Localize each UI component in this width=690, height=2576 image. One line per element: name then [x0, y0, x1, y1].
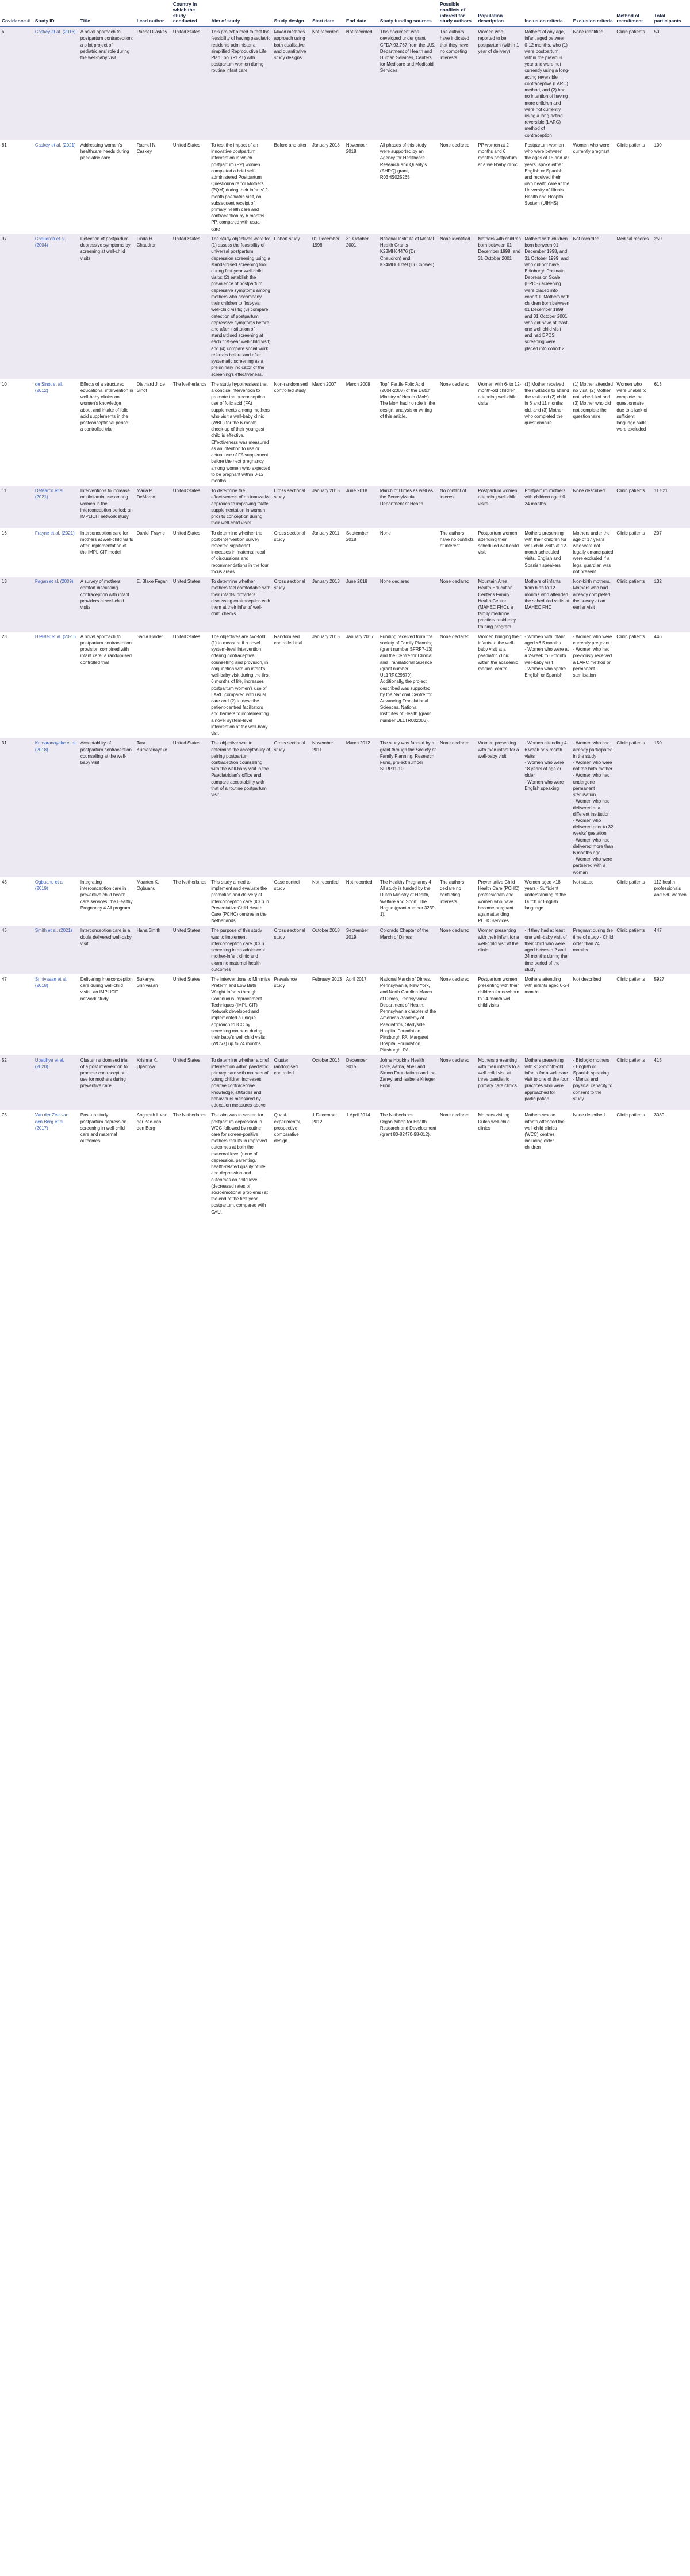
study-aim: The study objectives were to: (1) assess the feasibility of universal postpartum depression screening using a standardised screening tool during first-year well-child visits; (2) establish the prevalence of postpartum depressive symptoms among mothers who accompany their children to first-year well-child visits; (3) compare detection of postpartum depressive symptoms before and after institution of standardised screening at each first-year well-child visit; and (4) compare social work referrals before and after systematic screening as a preliminary indicator of the screening's effectiveness.	[209, 234, 272, 379]
total-participants: 5927	[653, 974, 690, 1055]
study-aim: The study hypothesises that a concise intervention to promote the preconception use of folic acid (FA) supplements among mothers who visit a well-baby clinic (WBC) for the 6-month check-up of their youngest child is effective. Effectiveness was measured as an intention to use or actual use of FA supplement before the next pregnancy among women who expected to be pregnant within 0-12 months.	[209, 379, 272, 486]
study-reference-link[interactable]: Caskey et al. (2021)	[34, 142, 76, 148]
study-title: Delivering interconception care during well-child visits: an IMPLICIT network study	[79, 974, 135, 1055]
study-reference-link[interactable]: Hessler et al. (2020)	[34, 634, 76, 639]
start-date: Not recorded	[310, 27, 344, 140]
start-date: January 2015	[310, 486, 344, 528]
study-id-link	[33, 140, 79, 234]
study-id-link	[33, 1110, 79, 1217]
study-country: United States	[171, 632, 209, 739]
total-participants: 613	[653, 379, 690, 486]
table-row	[0, 974, 690, 1055]
column-header[interactable]: Possible conflicts of interest for study authors	[438, 0, 476, 27]
start-date: 1 December 2012	[310, 1110, 344, 1217]
study-id-link	[33, 926, 79, 974]
covidence-number: 10	[0, 379, 33, 486]
end-date: December 2015	[344, 1055, 378, 1111]
recruitment-method: Clinic patients	[615, 577, 652, 632]
inclusion-criteria: Postpartum mothers with children aged 0-24 months	[523, 486, 571, 528]
recruitment-method: Clinic patients	[615, 1055, 652, 1111]
start-date: January 2015	[310, 632, 344, 739]
table-row	[0, 486, 690, 528]
study-design: Randomised controlled trial	[273, 632, 310, 739]
exclusion-criteria: (1) Mother attended no visit, (2) Mother not scheduled and (3) Mother who did not complete the questionnaire	[572, 379, 615, 486]
column-header[interactable]: Aim of study	[209, 0, 272, 27]
covidence-number: 23	[0, 632, 33, 739]
total-participants: 415	[653, 1055, 690, 1111]
covidence-number: 31	[0, 738, 33, 877]
exclusion-criteria: Mothers under the age of 17 years who were not legally emancipated were excluded if a legal guardian was not present	[572, 528, 615, 577]
inclusion-criteria: - Women with infant aged ≤6.5 months - Women who were at a 2-week to 6-month well-baby visit - Women who spoke English or Spanish	[523, 632, 571, 739]
funding-sources: None	[378, 528, 438, 577]
study-characteristics-table	[0, 0, 690, 1217]
study-id-link	[33, 379, 79, 486]
inclusion-criteria: Mothers of any age, infant aged between 0-12 months, who (1) were postpartum within the previous year and were not currently using a long-acting reversible contraceptive (LARC) method, and (2) had no intention of having more children and were not currently using a long-acting reversible (LARC) method of contraception	[523, 27, 571, 140]
table-row	[0, 738, 690, 877]
conflicts-of-interest: None declared	[438, 1110, 476, 1217]
column-header[interactable]: Study ID	[33, 0, 79, 27]
total-participants: 446	[653, 632, 690, 739]
study-title: Interconception care for mothers at well-child visits after implementation of the IMPLICIT model	[79, 528, 135, 577]
study-country: The Netherlands	[171, 877, 209, 926]
inclusion-criteria: Mothers presenting with their children for well-child visits at 12-month scheduled visits, English and Spanish speakers	[523, 528, 571, 577]
total-participants: 11 521	[653, 486, 690, 528]
lead-author: Krishna K. Upadhya	[135, 1055, 171, 1111]
conflicts-of-interest: The authors have no conflicts of interest	[438, 528, 476, 577]
total-participants: 112 health professionals and 580 women	[653, 877, 690, 926]
study-design: Quasi-experimental, prospective comparative design	[273, 1110, 310, 1217]
header-row	[0, 0, 690, 27]
table-row	[0, 234, 690, 379]
study-reference-link[interactable]: Fagan et al. (2009)	[34, 579, 74, 585]
total-participants: 50	[653, 27, 690, 140]
lead-author: Sukanya Srinivasan	[135, 974, 171, 1055]
study-id-link	[33, 738, 79, 877]
start-date: January 2018	[310, 140, 344, 234]
start-date: February 2013	[310, 974, 344, 1055]
recruitment-method: Clinic patients	[615, 528, 652, 577]
total-participants: 132	[653, 577, 690, 632]
lead-author: Maarten K. Ogbuanu	[135, 877, 171, 926]
study-design: Cluster randomised controlled	[273, 1055, 310, 1111]
lead-author: Angarath I. van der Zee-van den Berg	[135, 1110, 171, 1217]
column-header[interactable]: Lead author	[135, 0, 171, 27]
study-aim: To test the impact of an innovative postpartum intervention in which postpartum (PP) women completed a brief self-administered Postpartum Questionnaire for Mothers (PQM) during their infants' 2-month paediatric visit, on subsequent receipt of primary health care and contraception by 6 months PP, compared with usual care	[209, 140, 272, 234]
study-country: United States	[171, 486, 209, 528]
study-reference-link[interactable]: Kumaranayake et al. (2018)	[34, 740, 77, 753]
study-aim: To determine whether mothers feel comfortable with their infants' providers discussing contraception with them at their infants' well-child checks	[209, 577, 272, 632]
study-id-link	[33, 974, 79, 1055]
inclusion-criteria: Mothers with children born between 01 December 1998, and 31 October 1999, and who did not have Edinburgh Postnatal Depression Scale (EPDS) screening were placed into cohort 1. Mothers with children born between 01 December 1999 and 31 October 2001, who did have at least one well child visit and had EPDS screening were placed into cohort 2	[523, 234, 571, 379]
funding-sources: March of Dimes as well as the Pennsylvania Department of Health	[378, 486, 438, 528]
study-design: Cross sectional study	[273, 926, 310, 974]
covidence-number: 45	[0, 926, 33, 974]
population-description: Mothers with children born between 01 December 1998, and 31 October 2001	[476, 234, 523, 379]
study-design: Cross sectional study	[273, 577, 310, 632]
start-date: January 2011	[310, 528, 344, 577]
study-design: Cross sectional study	[273, 738, 310, 877]
conflicts-of-interest: None declared	[438, 1055, 476, 1111]
table-row	[0, 877, 690, 926]
column-header[interactable]: Total participants	[653, 0, 690, 27]
study-country: United States	[171, 528, 209, 577]
study-design: Mixed methods approach using both qualitative and quantitative study designs	[273, 27, 310, 140]
table-row	[0, 632, 690, 739]
exclusion-criteria: Pregnant during the time of study - Child older than 24 months	[572, 926, 615, 974]
study-reference-link[interactable]: Ogbuanu et al. (2019)	[34, 879, 65, 892]
study-aim: This project aimed to test the feasibility of having paediatric residents administer a simplified Reproductive Life Plan Tool (RLPT) with postpartum women during routine infant care.	[209, 27, 272, 140]
study-aim: The objective was to determine the acceptability of pairing postpartum contraception counselling with the well-baby visit in the Paediatrician's office and compare acceptability with that of a routine postpartum visit	[209, 738, 272, 877]
study-reference-link[interactable]: Frayne et al. (2021)	[34, 530, 75, 536]
end-date: June 2018	[344, 486, 378, 528]
lead-author: Diethard J. de Sinot	[135, 379, 171, 486]
study-title: A novel approach to postpartum contraception provision combined with infant care: a randomised controlled trial	[79, 632, 135, 739]
study-title: A survey of mothers' comfort discussing contraception with infant providers at well-child visits	[79, 577, 135, 632]
funding-sources: The Netherlands Organization for Health Research and Development (grant 80-82470-98-012).	[378, 1110, 438, 1217]
population-description: Women who reported to be postpartum (within 1 year of delivery)	[476, 27, 523, 140]
lead-author: Sadia Haider	[135, 632, 171, 739]
study-reference-link[interactable]: Smith et al. (2021)	[34, 928, 72, 934]
study-country: United States	[171, 577, 209, 632]
study-country: United States	[171, 974, 209, 1055]
funding-sources: Colorado Chapter of the March of Dimes	[378, 926, 438, 974]
funding-sources: All phases of this study were supported by an Agency for Healthcare Research and Quality's (AHRQ) grant, R03HS025265	[378, 140, 438, 234]
start-date: 01 December 1998	[310, 234, 344, 379]
study-reference-link[interactable]: DeMarco et al. (2021)	[34, 488, 65, 500]
exclusion-criteria: Not recorded	[572, 234, 615, 379]
study-country: United States	[171, 926, 209, 974]
end-date: January 2017	[344, 632, 378, 739]
conflicts-of-interest: No conflict of interest	[438, 486, 476, 528]
table-row	[0, 577, 690, 632]
covidence-number: 13	[0, 577, 33, 632]
lead-author: Rachel Caskey	[135, 27, 171, 140]
study-country: United States	[171, 1055, 209, 1111]
recruitment-method: Clinic patients	[615, 140, 652, 234]
column-header[interactable]: End date	[344, 0, 378, 27]
table-row	[0, 926, 690, 974]
exclusion-criteria: None described	[572, 1110, 615, 1217]
covidence-number: 47	[0, 974, 33, 1055]
study-reference-link[interactable]: Upadhya et al. (2020)	[34, 1057, 64, 1069]
inclusion-criteria: Mothers whose infants attended the well-child clinics (WCC) centres, including older children	[523, 1110, 571, 1217]
population-description: Mothers visiting Dutch well-child clinics	[476, 1110, 523, 1217]
recruitment-method: Clinic patients	[615, 27, 652, 140]
study-reference-link[interactable]: Srinivasan et al. (2018)	[34, 976, 68, 989]
exclusion-criteria: - Women who were currently pregnant - Women who had previously received a LARC method or permanent sterilisation	[572, 632, 615, 739]
exclusion-criteria: Not described	[572, 974, 615, 1055]
column-header[interactable]: Inclusion criteria	[523, 0, 571, 27]
funding-sources: Topfl Fertile Folic Acid (2004-2007) of the Dutch Ministry of Health (MoH). The MoH had no role in the design, analysis or writing of this article.	[378, 379, 438, 486]
population-description: Preventative Child Health Care (PCHC) professionals and women who have become pregnant again attending PCHC services	[476, 877, 523, 926]
study-id-link	[33, 234, 79, 379]
study-aim: To determine the effectiveness of an innovative approach to improving folate supplementation in women prior to conception during their well-child visits	[209, 486, 272, 528]
conflicts-of-interest: None declared	[438, 926, 476, 974]
covidence-number: 11	[0, 486, 33, 528]
study-design: Cross sectional study	[273, 528, 310, 577]
conflicts-of-interest: None declared	[438, 140, 476, 234]
end-date: November 2018	[344, 140, 378, 234]
column-header[interactable]: Population description	[476, 0, 523, 27]
exclusion-criteria: None described	[572, 486, 615, 528]
study-title: Interventions to increase multivitamin use among women in the interconception period: an IMPLICIT network study	[79, 486, 135, 528]
end-date: 1 April 2014	[344, 1110, 378, 1217]
population-description: Postpartum women attending well-child visits	[476, 486, 523, 528]
study-reference-link[interactable]: Chaudron et al. (2004)	[34, 236, 66, 248]
lead-author: Rachel N. Caskey	[135, 140, 171, 234]
end-date: September 2019	[344, 926, 378, 974]
lead-author: Daniel Frayne	[135, 528, 171, 577]
end-date: April 2017	[344, 974, 378, 1055]
column-header[interactable]: Title	[79, 0, 135, 27]
study-title: Cluster randomised trial of a post intervention to promote contraception use for mothers during preventive care	[79, 1055, 135, 1111]
exclusion-criteria: - Women who had already participated in the study - Women who were not the birth mother - Women who had undergone permanent sterilisation - Women who had delivered at a different institution - Women who delivered prior to 32 weeks' gestation - Women who had delivered more than 6 months ago - Women who were partnered with a woman	[572, 738, 615, 877]
study-aim: The purpose of this study was to implement interconception care (ICC) screening in an adolescent mother-infant clinic and examine maternal health outcomes	[209, 926, 272, 974]
total-participants: 207	[653, 528, 690, 577]
covidence-number: 97	[0, 234, 33, 379]
study-id-link	[33, 486, 79, 528]
end-date: March 2012	[344, 738, 378, 877]
lead-author: Maria P. DeMarco	[135, 486, 171, 528]
covidence-number: 52	[0, 1055, 33, 1111]
population-description: Women bringing their infants to the well-baby visit at a paediatric clinic within the academic medical centre	[476, 632, 523, 739]
funding-sources: National Institute of Mental Health Grants K23MH64476 (Dr Chaudron) and K24MH01759 (Dr Conwell)	[378, 234, 438, 379]
study-id-link	[33, 1055, 79, 1111]
study-id-link	[33, 632, 79, 739]
total-participants: 3089	[653, 1110, 690, 1217]
lead-author: Linda H. Chaudron	[135, 234, 171, 379]
funding-sources: None declared	[378, 577, 438, 632]
study-reference-link[interactable]: de Sinot et al. (2012)	[34, 381, 63, 393]
exclusion-criteria: - Biologic mothers - English or Spanish speaking - Mental and physical capacity to consent to the study	[572, 1055, 615, 1111]
inclusion-criteria: Postpartum women who were between the ages of 15 and 49 years, spoke either English or Spanish and received their own health care at the University of Illinois Health and Hospital System (UIHHS)	[523, 140, 571, 234]
recruitment-method: Clinic patients	[615, 632, 652, 739]
study-title: Effects of a structured educational intervention in well-baby clinics on women's knowledge about and intake of folic acid supplements in the postconceptional period: a controlled trial	[79, 379, 135, 486]
lead-author: Tara Kumaranayake	[135, 738, 171, 877]
exclusion-criteria: Women who were currently pregnant	[572, 140, 615, 234]
funding-sources: The study was funded by a grant through the Society of Family Planning, Research Fund, project number SFRP11-10.	[378, 738, 438, 877]
study-design: Prevalence study	[273, 974, 310, 1055]
inclusion-criteria: - If they had at least one well-baby visit of their child who were aged between 2 and 24 months during the time period of the study	[523, 926, 571, 974]
column-header[interactable]: Country in which the study conducted	[171, 0, 209, 27]
table-row	[0, 1055, 690, 1111]
table-row	[0, 528, 690, 577]
inclusion-criteria: Mothers of infants from birth to 12 months who attended the scheduled visits at MAHEC FHC	[523, 577, 571, 632]
end-date: Not recorded	[344, 27, 378, 140]
start-date: November 2011	[310, 738, 344, 877]
start-date: March 2007	[310, 379, 344, 486]
study-id-link	[33, 877, 79, 926]
recruitment-method: Clinic patients	[615, 738, 652, 877]
study-aim: To determine whether a brief intervention within paediatric primary care with mothers of young children increases positive contraceptive knowledge, attitudes and behaviours measured by education measures above	[209, 1055, 272, 1111]
population-description: PP women at 2 months and 6 months postpartum at a well-baby clinic	[476, 140, 523, 234]
study-design: Case control study	[273, 877, 310, 926]
lead-author: E. Blake Fagan	[135, 577, 171, 632]
end-date: September 2018	[344, 528, 378, 577]
covidence-number: 6	[0, 27, 33, 140]
study-id-link	[33, 528, 79, 577]
end-date: Not recorded	[344, 877, 378, 926]
covidence-number: 81	[0, 140, 33, 234]
study-country: United States	[171, 140, 209, 234]
study-country: The Netherlands	[171, 379, 209, 486]
end-date: March 2008	[344, 379, 378, 486]
conflicts-of-interest: None declared	[438, 738, 476, 877]
study-aim: The Interventions to Minimize Preterm and Low Birth Weight Infants through Continuous Improvement Techniques (IMPLICIT) Network developed and implemented a unique approach to ICC by screening mothers during their baby's well child visits (WCVs) up to 24 months	[209, 974, 272, 1055]
funding-sources: Funding received from the society of Family Planning (grant number SFRP7-13) and the Centre for Clinical and Translational Science (grant number UL1RR029879). Additionally, the project described was supported by the National Centre for Advancing Translational Sciences, National Institutes of Health (grant number UL1TR002003).	[378, 632, 438, 739]
table-row	[0, 140, 690, 234]
study-country: The Netherlands	[171, 1110, 209, 1217]
study-id-link	[33, 577, 79, 632]
study-title: Addressing women's healthcare needs during paediatric care	[79, 140, 135, 234]
study-reference-link[interactable]: Caskey et al. (2016)	[34, 29, 76, 35]
study-country: United States	[171, 27, 209, 140]
study-title: Interconception care in a doula delivered well-baby visit	[79, 926, 135, 974]
start-date: January 2013	[310, 577, 344, 632]
exclusion-criteria: Non-birth mothers. Mothers who had already completed the survey at an earlier visit	[572, 577, 615, 632]
conflicts-of-interest: None declared	[438, 379, 476, 486]
conflicts-of-interest: The authors declare no conflicting interests	[438, 877, 476, 926]
recruitment-method: Clinic patients	[615, 877, 652, 926]
study-aim: The objectives are two-fold: (1) to measure if a novel system-level intervention offering contraceptive counselling and provision, in conjunction with an infant's well-baby visit during the first 6 months of life, increases postpartum women's use of LARC compared with usual care and (2) to describe patient-centred facilitators and barriers to implementing a novel system-level intervention at the well-baby visit	[209, 632, 272, 739]
inclusion-criteria: Mothers attending with infants aged 0-24 months	[523, 974, 571, 1055]
inclusion-criteria: - Women attending 4-6 week or 6-month visits - Women who were 18 years of age or older - Women who were English speaking	[523, 738, 571, 877]
covidence-number: 75	[0, 1110, 33, 1217]
study-country: United States	[171, 234, 209, 379]
column-header[interactable]: Start date	[310, 0, 344, 27]
covidence-number: 43	[0, 877, 33, 926]
start-date: Not recorded	[310, 877, 344, 926]
conflicts-of-interest: The authors have indicated that they have no competing interests	[438, 27, 476, 140]
start-date: October 2018	[310, 926, 344, 974]
inclusion-criteria: (1) Mother received the invitation to attend the visit and (2) child in 6 and 11 months old, and (3) Mother who completed the questionnaire	[523, 379, 571, 486]
funding-sources: National March of Dimes, Pennsylvania, New York, and North Carolina March of Dimes, Pennsylvania Department of Health, Pennsylvania chapter of the American Academy of Paediatrics, Stadyside Hospital Foundation, Pittsburgh PA, Margaret Hospital Foundation, Pittsburgh, PA.	[378, 974, 438, 1055]
study-country: United States	[171, 738, 209, 877]
inclusion-criteria: Women aged >18 years - Sufficient understanding of the Dutch or English language	[523, 877, 571, 926]
exclusion-criteria: Not stated	[572, 877, 615, 926]
recruitment-method: Clinic patients	[615, 974, 652, 1055]
exclusion-criteria: None identified	[572, 27, 615, 140]
study-aim: To determine whether the post-intervention survey reflected significant increases in maternal recall of discussions and recommendations in the four focus areas	[209, 528, 272, 577]
start-date: October 2013	[310, 1055, 344, 1111]
conflicts-of-interest: None declared	[438, 632, 476, 739]
population-description: Mothers presenting with their infants to a well-child visit at three paediatric primary care clinics	[476, 1055, 523, 1111]
study-design: Before and after	[273, 140, 310, 234]
total-participants: 250	[653, 234, 690, 379]
total-participants: 100	[653, 140, 690, 234]
column-header[interactable]: Study design	[273, 0, 310, 27]
study-design: Non-randomised controlled study	[273, 379, 310, 486]
study-title: Integrating interconception care in preventive child health care services: the Healthy Pregnancy 4 All program	[79, 877, 135, 926]
recruitment-method: Clinic patients	[615, 486, 652, 528]
end-date: 31 October 2001	[344, 234, 378, 379]
total-participants: 150	[653, 738, 690, 877]
table-body	[0, 27, 690, 1217]
funding-sources: The Healthy Pregnancy 4 All study is funded by the Dutch Ministry of Health, Welfare and Sport, The Hague (grant number 3239-1).	[378, 877, 438, 926]
table-row	[0, 1110, 690, 1217]
lead-author: Hana Smith	[135, 926, 171, 974]
table-row	[0, 27, 690, 140]
population-description: Women with 6- to 12-month-old children attending well-child visits	[476, 379, 523, 486]
column-header[interactable]: Method of recruitment	[615, 0, 652, 27]
end-date: June 2018	[344, 577, 378, 632]
column-header[interactable]: Study funding sources	[378, 0, 438, 27]
study-design: Cohort study	[273, 234, 310, 379]
study-aim: The aim was to screen for postpartum depression in WCC followed by routine care for screen-positive mothers results in improved outcomes at both the maternal level (none of depression, parenting, health-related quality of life, and depression and outcomes on child level (decreased rates of socioemotional problems) at the end of the first year postpartum, compared with CAU.	[209, 1110, 272, 1217]
conflicts-of-interest: None identified	[438, 234, 476, 379]
recruitment-method: Clinic patients	[615, 926, 652, 974]
funding-sources: This document was developed under grant CFDA 93.767 from the U.S. Department of Health and Human Services, Centers for Medicare and Medicaid Services.	[378, 27, 438, 140]
population-description: Women presenting with their infant for a well-child visit at the clinic	[476, 926, 523, 974]
table-row	[0, 379, 690, 486]
study-id-link	[33, 27, 79, 140]
study-design: Cross sectional study	[273, 486, 310, 528]
study-title: Post-up study: postpartum depression screening in well-child care and maternal outcomes	[79, 1110, 135, 1217]
study-title: A novel approach to postpartum contraception: a pilot project of pediatricians' role during the well-baby visit	[79, 27, 135, 140]
study-title: Acceptability of postpartum contraception counselling at the well-baby visit	[79, 738, 135, 877]
recruitment-method: Medical records	[615, 234, 652, 379]
conflicts-of-interest: None declared	[438, 974, 476, 1055]
column-header[interactable]: Exclusion criteria	[572, 0, 615, 27]
column-header[interactable]: Covidence #	[0, 0, 33, 27]
population-description: Mountain Area Health Education Center's Family Health Centre (MAHEC FHC), a family medicine practice/ residency training program	[476, 577, 523, 632]
recruitment-method: Women who were unable to complete the questionnaire due to a lack of sufficient language skills were excluded	[615, 379, 652, 486]
inclusion-criteria: Mothers presenting with ≤12-month-old infants for a well-care visit to one of the four practices who were approached for participation	[523, 1055, 571, 1111]
population-description: Postpartum women presenting with their children for newborn to 24-month well child visits	[476, 974, 523, 1055]
study-title: Detection of postpartum depressive symptoms by screening at well-child visits	[79, 234, 135, 379]
total-participants: 447	[653, 926, 690, 974]
funding-sources: Johns Hopkins Health Care, Aetna, Abell and Simon Foundations and the Zanvyl and Isabelle Krieger Fund.	[378, 1055, 438, 1111]
population-description: Postpartum women attending their scheduled well-child visit	[476, 528, 523, 577]
recruitment-method: Clinic patients	[615, 1110, 652, 1217]
study-aim: This study aimed to implement and evaluate the promotion and delivery of interconception care (ICC) in Preventative Child Health Care (PCHC) centres in the Netherlands	[209, 877, 272, 926]
study-reference-link[interactable]: Van der Zee-van den Berg et al. (2017)	[34, 1112, 69, 1131]
conflicts-of-interest: None declared	[438, 577, 476, 632]
population-description: Women presenting with their infant for a well-baby visit	[476, 738, 523, 877]
covidence-number: 16	[0, 528, 33, 577]
